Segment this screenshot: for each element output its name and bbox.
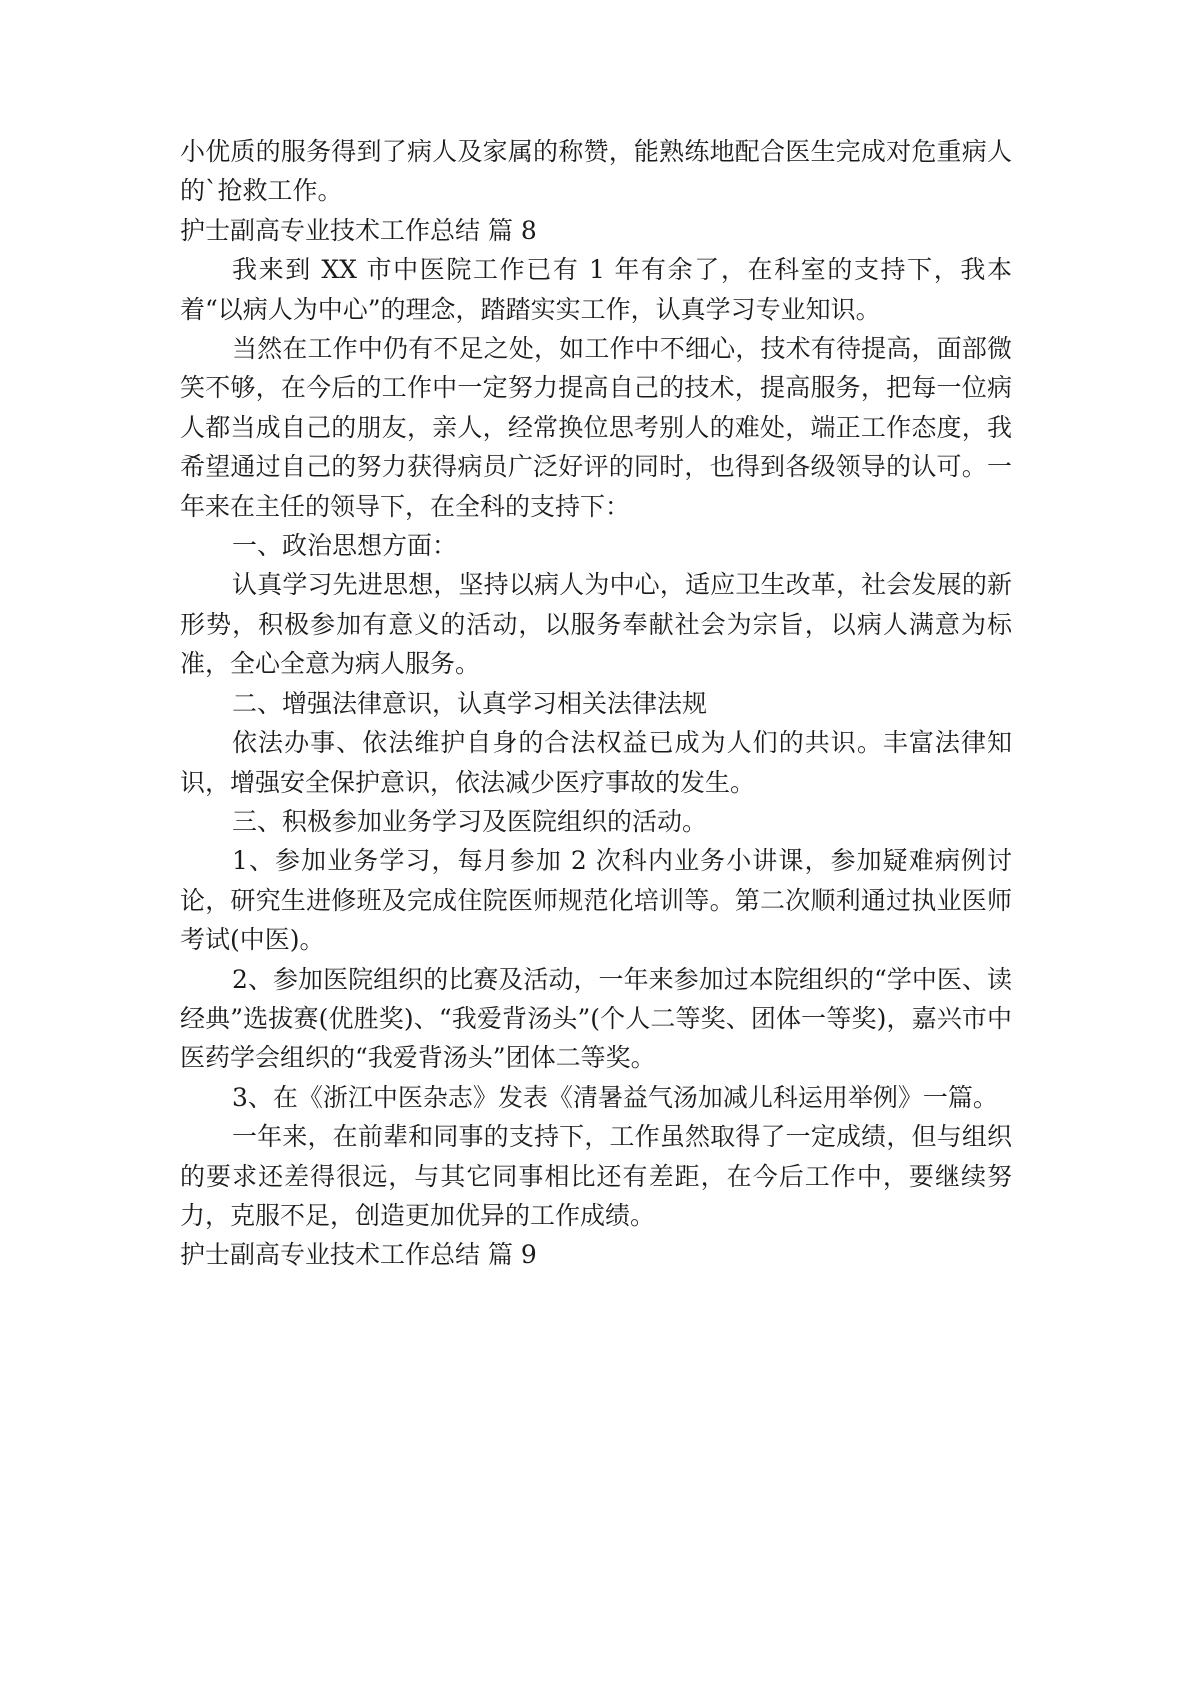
list-item: 3、在《浙江中医杂志》发表《清暑益气汤加减儿科运用举例》一篇。: [232, 1082, 998, 1112]
list-item: 2、参加医院组织的比赛及活动，一年来参加过本院组织的“学中医、读经典”选拔赛(优胜奖)、“我爱背汤头”(个人二等奖、团体一等奖)，嘉兴市中医药学会组织的“我爱背汤头”团体二等奖。: [180, 964, 1012, 1073]
paragraph: 当然在工作中仍有不足之处，如工作中不细心，技术有待提高，面部微笑不够，在今后的工作中一定努力提高自己的技术，提高服务，把每一位病人都当成自己的朋友，亲人，经常换位思考别人的难处，端正工作态度，我希望通过自己的努力获得病员广泛好评的同时，也得到各级领导的认可。一年来在主任的领导下，在全科的支持下：: [180, 334, 1012, 521]
subheading: 二、增强法律意识，认真学习相关法律法规: [232, 688, 708, 718]
subheading: 一、政治思想方面：: [232, 531, 458, 561]
paragraph: 认真学习先进思想，坚持以病人为中心，适应卫生改革，社会发展的新形势，积极参加有意义的活动，以服务奉献社会为宗旨，以病人满意为标准，全心全意为病人服务。: [180, 570, 1012, 679]
paragraph: 依法办事、依法维护自身的合法权益已成为人们的共识。丰富法律知识，增强安全保护意识，依法减少医疗事故的发生。: [180, 728, 1012, 797]
section-heading: 护士副高专业技术工作总结 篇 8: [180, 215, 537, 245]
document-body: [180, 132, 1012, 1275]
paragraph: 我来到 XX 市中医院工作已有 1 年有余了，在科室的支持下，我本着“以病人为中心”的理念，踏踏实实工作，认真学习专业知识。: [180, 255, 1012, 324]
paragraph: 一年来，在前辈和同事的支持下，工作虽然取得了一定成绩，但与组织的要求还差得很远，与其它同事相比还有差距，在今后工作中，要继续努力，克服不足，创造更加优异的工作成绩。: [180, 1122, 1012, 1230]
paragraph: 小优质的服务得到了病人及家属的称赞，能熟练地配合医生完成对危重病人的`抢救工作。: [180, 137, 1012, 206]
subheading: 三、积极参加业务学习及医院组织的活动。: [232, 806, 708, 836]
list-item: 1、参加业务学习，每月参加 2 次科内业务小讲课，参加疑难病例讨论，研究生进修班及完成住院医师规范化培训等。第二次顺利通过执业医师考试(中医)。: [180, 846, 1012, 955]
section-heading: 护士副高专业技术工作总结 篇 9: [180, 1240, 537, 1270]
